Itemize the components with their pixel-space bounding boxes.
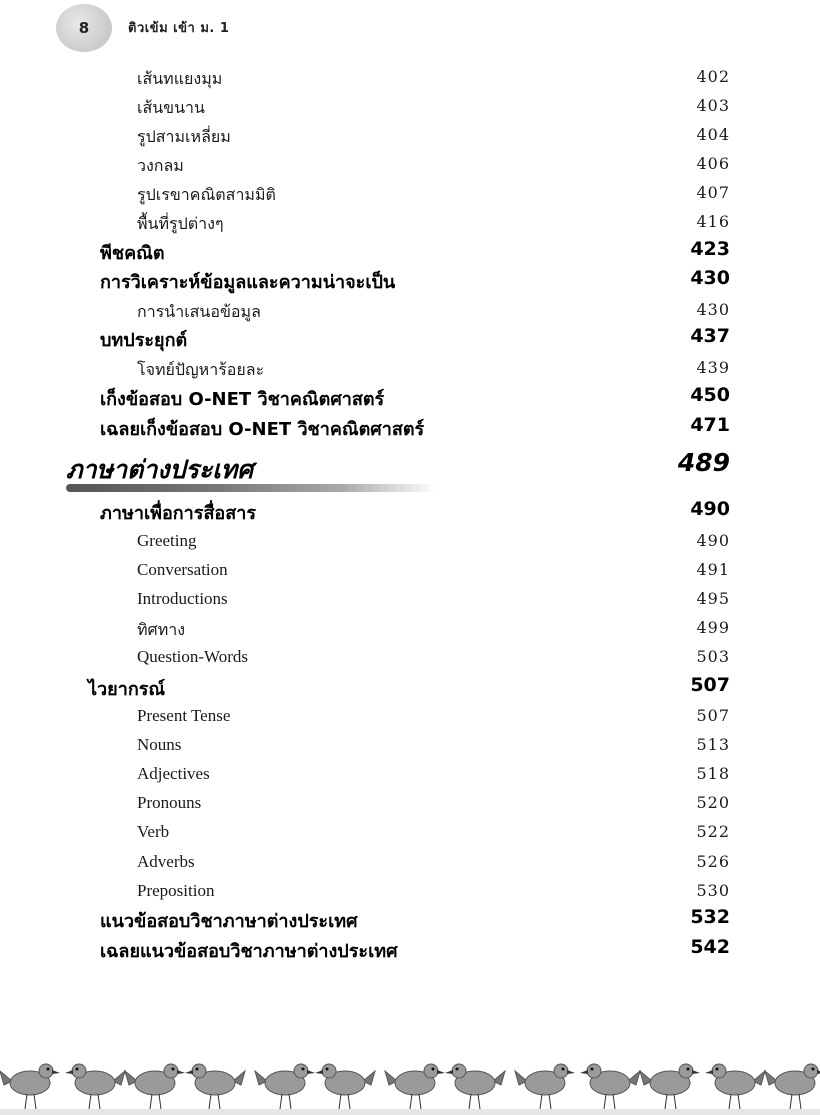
toc-entry-page: 518 [696,764,730,783]
toc-entry-page: 499 [696,618,730,637]
running-title: ติวเข้ม เข้า ม. 1 [128,21,230,36]
section-page: 489 [677,448,730,477]
toc-chapter-label: แนวข้อสอบวิชาภาษาต่างประเทศ [100,911,358,932]
toc-entry-label: โจทย์ปัญหาร้อยละ [137,360,265,379]
toc-chapter-onet-math[interactable] [0,382,820,411]
toc-entry-label: รูปสามเหลี่ยม [137,127,231,146]
bird-icon [185,1064,245,1109]
toc-chapter-communication[interactable] [0,496,820,525]
toc-entry-label: Verb [137,822,170,841]
toc-entry-page: 430 [696,300,730,319]
toc-chapter-page: 423 [690,238,730,260]
bird-icon [515,1064,575,1109]
toc-entry[interactable] [0,760,820,789]
ground-strip [0,1109,820,1115]
toc-entry-page: 495 [696,589,730,608]
toc-entry-page: 403 [696,96,730,115]
toc-entry[interactable] [0,208,820,237]
toc-entry[interactable] [0,818,820,847]
toc-section-foreign-language[interactable] [0,448,820,496]
bird-icon [580,1064,640,1109]
toc-entry[interactable] [0,556,820,585]
toc-entry-label: เส้นทแยงมุม [137,69,223,88]
bird-icon [765,1064,820,1109]
toc-chapter-page: 507 [690,674,730,696]
toc-chapter-algebra[interactable] [0,236,820,265]
toc-entry[interactable] [0,296,820,325]
toc-entry-label: Introductions [137,589,228,608]
toc-chapter-label: เฉลยแนวข้อสอบวิชาภาษาต่างประเทศ [100,941,398,962]
toc-entry-page: 530 [696,881,730,900]
toc-chapter-label: ภาษาเพื่อการสื่อสาร [100,503,257,524]
toc-entry[interactable] [0,121,820,150]
toc-entry-label: Pronouns [137,793,202,812]
toc-entry-page: 402 [696,67,730,86]
toc-entry[interactable] [0,150,820,179]
toc-entry-page: 503 [696,647,730,666]
toc-entry-page: 404 [696,125,730,144]
toc-entry-label: Greeting [137,531,197,550]
toc-chapter-page: 490 [690,498,730,520]
toc-entry-page: 439 [696,358,730,377]
toc-chapter-page: 532 [690,906,730,928]
toc-entry-page: 522 [696,822,730,841]
toc-entry-label: รูปเรขาคณิตสามมิติ [137,185,276,204]
section-title: ภาษาต่างประเทศ [66,455,254,484]
toc-entry[interactable] [0,92,820,121]
toc-entry-page: 406 [696,154,730,173]
toc-chapter-data-analysis[interactable] [0,265,820,294]
toc-chapter-page: 437 [690,325,730,347]
toc-entry[interactable] [0,731,820,760]
toc-chapter-page: 542 [690,936,730,958]
toc-entry-label: Adverbs [137,852,195,871]
toc-chapter-onet-math-answers[interactable] [0,412,820,441]
toc-entry[interactable] [0,585,820,614]
toc-entry[interactable] [0,179,820,208]
toc-entry-label: Conversation [137,560,228,579]
toc-entry-page: 490 [696,531,730,550]
toc-entry-label: พื้นที่รูปต่างๆ [137,214,224,233]
toc-entry-page: 526 [696,852,730,871]
toc-entry[interactable] [0,643,820,672]
toc-chapter-foreign-exam[interactable] [0,904,820,933]
toc-entry-label: Adjectives [137,764,210,783]
toc-chapter-grammar[interactable] [0,672,808,701]
toc-chapter-label: พีชคณิต [100,243,165,264]
page-number-text: 8 [78,19,90,37]
bird-icon [385,1064,445,1109]
toc-entry-page: 407 [696,183,730,202]
toc-chapter-page: 430 [690,267,730,289]
toc-chapter-label: เก็งข้อสอบ O-NET วิชาคณิตศาสตร์ [100,389,385,410]
bird-icon [315,1064,375,1109]
page-number [56,4,112,52]
bird-icon [445,1064,505,1109]
page-header [0,0,820,60]
toc-entry-page: 416 [696,212,730,231]
toc-chapter-label: บทประยุกต์ [100,330,188,351]
toc-chapter-foreign-exam-answers[interactable] [0,934,820,963]
toc-chapter-label: การวิเคราะห์ข้อมูลและความน่าจะเป็น [100,272,396,293]
toc-entry-label: วงกลม [137,156,184,175]
toc-entry-page: 507 [696,706,730,725]
toc-entry[interactable] [0,527,820,556]
brush-underline [66,484,436,492]
toc-entry-page: 491 [696,560,730,579]
toc-entry-page: 520 [696,793,730,812]
bird-icon [0,1064,60,1109]
toc-entry-label: เส้นขนาน [137,98,205,117]
toc-chapter-label: เฉลยเก็งข้อสอบ O-NET วิชาคณิตศาสตร์ [100,419,425,440]
toc-entry[interactable] [0,63,820,92]
bird-icon [255,1064,315,1109]
toc-chapter-label: ไวยากรณ์ [88,679,166,700]
bird-icon [65,1064,125,1109]
toc-entry[interactable] [0,702,820,731]
toc-chapter-applied[interactable] [0,323,820,352]
toc-chapter-page: 450 [690,384,730,406]
toc-entry-label: การนำเสนอข้อมูล [137,302,261,321]
toc-entry[interactable] [0,848,820,877]
toc-chapter-page: 471 [690,414,730,436]
toc-entry-label: Present Tense [137,706,231,725]
toc-entry-page: 513 [696,735,730,754]
toc-entry-label: Preposition [137,881,215,900]
toc-entry-label: ทิศทาง [137,620,186,639]
decorative-bird-border [0,1035,820,1115]
toc-entry[interactable] [0,614,820,643]
toc-entry[interactable] [0,354,820,383]
bird-icon [705,1064,765,1109]
bird-icon [640,1064,700,1109]
toc-entry-label: Question-Words [137,647,249,666]
toc-entry[interactable] [0,789,820,818]
toc-entry-label: Nouns [137,735,182,754]
toc-entry[interactable] [0,877,820,906]
bird-icon [125,1064,185,1109]
